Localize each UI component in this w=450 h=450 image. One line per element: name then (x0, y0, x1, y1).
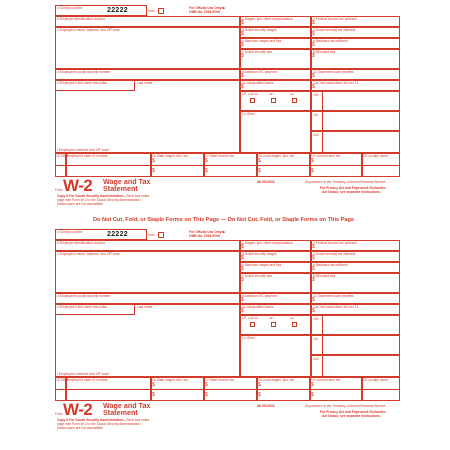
box-2-fed-tax-dollar: $ (312, 20, 315, 26)
box-f-label: f Employee's address and ZIP code (57, 372, 109, 376)
box-8-allocated-tips-label: 8 Allocated tips (313, 274, 336, 278)
box-2-fed-tax-dollar: $ (312, 244, 315, 250)
box-c-employer-name[interactable] (55, 251, 240, 293)
box-12c-label: 12c (313, 113, 319, 117)
box-19-local-tax-label: 19 Local income tax (311, 378, 341, 382)
wage-and-tax-label: Wage and Tax (103, 401, 151, 410)
statement-label: Statement (103, 184, 138, 193)
box-12c[interactable] (311, 111, 400, 131)
box-c-employer-name[interactable] (55, 27, 240, 69)
void-checkbox[interactable] (158, 8, 164, 14)
statutory-checkbox[interactable] (250, 322, 255, 327)
box-12d-label: 12d (313, 357, 319, 361)
retirement-label: Retirement plan (269, 90, 281, 96)
retirement-label: Retirement plan (269, 314, 281, 320)
privacy-act: For Privacy Act and Paperwork Reduction (320, 186, 386, 190)
box-12d[interactable] (311, 355, 400, 377)
copy-a-send: Send this entire (126, 194, 150, 198)
omb-number: OMB No. 1545-0008 (189, 10, 220, 14)
box-17-state-tax-dollar-2: $ (205, 168, 208, 174)
w2-form-copy-1 (55, 5, 400, 223)
box-7-ss-tips-label: 7 Social security tips (242, 50, 273, 54)
box-1-wages-dollar: $ (241, 244, 244, 250)
copy-a-line3: photocopies are not acceptable. (57, 202, 104, 206)
box-4-ss-tax-dollar: $ (312, 255, 315, 261)
box-6-medicare-tax-label: 6 Medicare tax withheld (313, 263, 348, 267)
box-1-wages-label: 1 Wages, tips, other compensation (242, 241, 293, 245)
box-11-nonqualified-dollar: $ (241, 84, 244, 90)
box-15-employer-state-id-label: Employer's state ID number (67, 378, 108, 382)
box-13-label: 13 (242, 92, 246, 96)
treasury-dept: Department of the Treasury—Internal Revenue Service (305, 404, 386, 408)
third-party-label: Third-party sick pay (290, 90, 307, 96)
copy-a-line2: page with Form W-3 to the Social Security Administration; (57, 422, 142, 426)
retirement-checkbox[interactable] (271, 98, 276, 103)
box-7-ss-tips-dollar: $ (241, 277, 244, 283)
form-word: Form (55, 188, 63, 192)
retirement-checkbox[interactable] (271, 322, 276, 327)
form-word: Form (55, 412, 63, 416)
box-16-state-wages-dollar-1: $ (152, 382, 155, 388)
copy-a-line3: photocopies are not acceptable. (57, 426, 104, 430)
box-d-label: d Employee's social security number (57, 70, 111, 74)
box-12a-label: 12a See instructions for box 12 (313, 81, 359, 85)
box-16-state-wages-label: 16 State wages, tips, etc. (152, 378, 189, 382)
w2-title: W-2 (63, 400, 93, 419)
third-party-label: Third-party sick pay (290, 314, 307, 320)
box-4-ss-tax-label: 4 Social security tax withheld (313, 252, 356, 256)
box-11-nonqualified-dollar: $ (241, 308, 244, 314)
box-4-ss-tax-label: 4 Social security tax withheld (313, 28, 356, 32)
form-code: 96-0512633 (257, 404, 275, 408)
box-1-wages-label: 1 Wages, tips, other compensation (242, 17, 293, 21)
statement-label: Statement (103, 408, 138, 417)
copy-a-send: Send this entire (126, 418, 150, 422)
treasury-dept: Department of the Treasury—Internal Revenue Service (305, 180, 386, 184)
box-9-eic-label: 9 Advance EIC payment (242, 70, 278, 74)
box-18-local-wages-dollar-1: $ (258, 382, 261, 388)
w2-sheet (55, 5, 400, 445)
box-16-state-wages-label: 16 State wages, tips, etc. (152, 154, 189, 158)
void-label: Void (148, 9, 155, 13)
box-c-label: c Employer's name, address, and ZIP code (57, 252, 120, 256)
box-6-medicare-tax-dollar: $ (312, 42, 315, 48)
box-12b[interactable] (311, 91, 400, 111)
control-number-value: 22222 (107, 7, 128, 14)
box-4-ss-tax-dollar: $ (312, 31, 315, 37)
box-5-medicare-wages-label: 5 Medicare wages and tips (242, 39, 282, 43)
box-3-ss-wages-label: 3 Social security wages (242, 28, 277, 32)
omb-number: OMB No. 1545-0008 (189, 234, 220, 238)
box-15-state-label: 15 State (56, 378, 69, 382)
box-10-dependent-care-dollar: $ (312, 73, 315, 79)
box-12a-dollar: $ (312, 308, 315, 314)
box-18-local-wages-dollar-2: $ (258, 168, 261, 174)
box-14-other[interactable] (240, 335, 311, 377)
box-a-label: a Control number (57, 6, 83, 10)
box-5-medicare-wages-dollar: $ (241, 266, 244, 272)
wage-and-tax-label: Wage and Tax (103, 177, 151, 186)
statutory-label: Statutory employee (248, 90, 259, 96)
box-9-eic-label: 9 Advance EIC payment (242, 294, 278, 298)
box-e-label: e Employee's first name and initial (57, 305, 107, 309)
box-3-ss-wages-label: 3 Social security wages (242, 252, 277, 256)
privacy-act: For Privacy Act and Paperwork Reduction (320, 410, 386, 414)
box-3-ss-wages-dollar: $ (241, 31, 244, 37)
box-14-other[interactable] (240, 111, 311, 153)
box-11-nonqualified-label: 11 Nonqualified plans (242, 305, 274, 309)
box-17-state-tax-label: 17 State income tax (205, 154, 235, 158)
box-b-label: b Employer identification number (57, 17, 106, 21)
box-12c-label: 12c (313, 337, 319, 341)
notice-instructions: Act Notice, see separate instructions. (322, 190, 381, 194)
box-18-local-wages-dollar-2: $ (258, 392, 261, 398)
box-6-medicare-tax-dollar: $ (312, 266, 315, 272)
state-row-divider (55, 165, 400, 166)
box-12b[interactable] (311, 315, 400, 335)
box-7-ss-tips-dollar: $ (241, 53, 244, 59)
box-17-state-tax-dollar-1: $ (205, 382, 208, 388)
box-18-local-wages-label: 18 Local wages, tips, etc. (258, 378, 296, 382)
box-20-locality-label: 20 Locality name (363, 378, 388, 382)
box-8-allocated-tips-label: 8 Allocated tips (313, 50, 336, 54)
box-15-employer-state-id-label: Employer's state ID number (67, 154, 108, 158)
box-12d[interactable] (311, 131, 400, 153)
box-19-local-tax-dollar-2: $ (311, 168, 314, 174)
box-12a-label: 12a See instructions for box 12 (313, 305, 359, 309)
box-20-locality-label: 20 Locality name (363, 154, 388, 158)
box-16-state-wages-dollar-2: $ (152, 392, 155, 398)
box-12b-label: 12b (313, 317, 319, 321)
box-12a-dollar: $ (312, 84, 315, 90)
box-14-label: 14 Other (242, 336, 255, 340)
box-f-label: f Employee's address and ZIP code (57, 148, 109, 152)
box-17-state-tax-dollar-2: $ (205, 392, 208, 398)
box-19-local-tax-dollar-2: $ (311, 392, 314, 398)
box-8-allocated-tips-dollar: $ (312, 277, 315, 283)
box-1-wages-dollar: $ (241, 20, 244, 26)
box-16-state-wages-dollar-2: $ (152, 168, 155, 174)
copy-a-label: Copy A For Social Security Administration— (57, 194, 127, 198)
box-16-state-wages-dollar-1: $ (152, 158, 155, 164)
box-10-dependent-care-label: 10 Dependent care benefits (313, 70, 354, 74)
box-9-eic-dollar: $ (241, 73, 244, 79)
form-code: 96-0512633 (257, 180, 275, 184)
box-10-dependent-care-label: 10 Dependent care benefits (313, 294, 354, 298)
notice-instructions: Act Notice, see separate instructions. (322, 414, 381, 418)
box-b-label: b Employer identification number (57, 241, 106, 245)
statutory-label: Statutory employee (248, 314, 259, 320)
box-8-allocated-tips-dollar: $ (312, 53, 315, 59)
statutory-checkbox[interactable] (250, 98, 255, 103)
box-18-local-wages-label: 18 Local wages, tips, etc. (258, 154, 296, 158)
third-party-checkbox[interactable] (292, 322, 297, 327)
box-18-local-wages-dollar-1: $ (258, 158, 261, 164)
box-2-fed-tax-label: 2 Federal income tax withheld (313, 241, 357, 245)
last-name-label: Last name (137, 81, 153, 85)
do-not-cut-warning: Do Not Cut, Fold, or Staple Forms on This Page — Do Not Cut, Fold, or Staple Forms on This Page (93, 217, 355, 223)
box-12d-label: 12d (313, 133, 319, 137)
box-12-code-divider (311, 91, 323, 153)
box-14-label: 14 Other (242, 112, 255, 116)
box-c-label: c Employer's name, address, and ZIP code (57, 28, 120, 32)
box-19-local-tax-dollar-1: $ (311, 382, 314, 388)
void-label: Void (148, 233, 155, 237)
control-number-value: 22222 (107, 231, 128, 238)
box-10-dependent-care-dollar: $ (312, 297, 315, 303)
box-5-medicare-wages-label: 5 Medicare wages and tips (242, 263, 282, 267)
box-3-ss-wages-dollar: $ (241, 255, 244, 261)
box-19-local-tax-dollar-1: $ (311, 158, 314, 164)
official-use-label: For Official Use Only ▶ (189, 6, 226, 10)
void-checkbox[interactable] (158, 232, 164, 238)
box-19-local-tax-label: 19 Local income tax (311, 154, 341, 158)
box-6-medicare-tax-label: 6 Medicare tax withheld (313, 39, 348, 43)
box-17-state-tax-label: 17 State income tax (205, 378, 235, 382)
box-d-label: d Employee's social security number (57, 294, 111, 298)
box-7-ss-tips-label: 7 Social security tips (242, 274, 273, 278)
box-12b-label: 12b (313, 93, 319, 97)
box-9-eic-dollar: $ (241, 297, 244, 303)
box-a-label: a Control number (57, 230, 83, 234)
box-e-label: e Employee's first name and initial (57, 81, 107, 85)
official-use-label: For Official Use Only ▶ (189, 230, 226, 234)
box-2-fed-tax-label: 2 Federal income tax withheld (313, 17, 357, 21)
copy-a-line2: page with Form W-3 to the Social Security Administration; (57, 198, 142, 202)
box-13-label: 13 (242, 316, 246, 320)
w2-title: W-2 (63, 176, 93, 195)
copy-a-label: Copy A For Social Security Administration— (57, 418, 127, 422)
w2-form-copy-2 (55, 229, 400, 447)
box-5-medicare-wages-dollar: $ (241, 42, 244, 48)
box-15-state-label: 15 State (56, 154, 69, 158)
box-12-code-divider (311, 315, 323, 377)
box-12c[interactable] (311, 335, 400, 355)
box-17-state-tax-dollar-1: $ (205, 158, 208, 164)
box-11-nonqualified-label: 11 Nonqualified plans (242, 81, 274, 85)
last-name-label: Last name (137, 305, 153, 309)
third-party-checkbox[interactable] (292, 98, 297, 103)
state-row-divider (55, 389, 400, 390)
